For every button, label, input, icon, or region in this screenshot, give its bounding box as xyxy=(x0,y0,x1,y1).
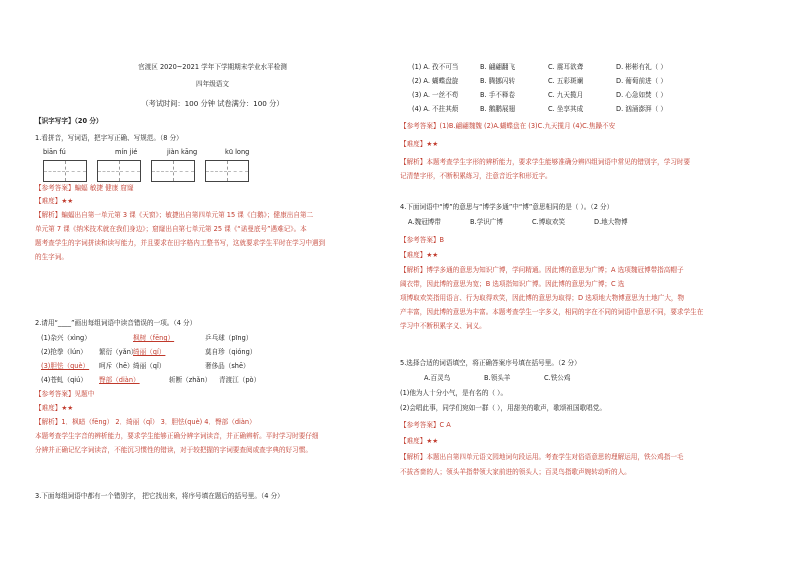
q4-option-c: C.博取欢笑 xyxy=(532,218,566,226)
q5-option-b: B.领头羊 xyxy=(484,374,511,382)
q5-analysis-1: 【解析】本题出自第四单元语文园地词句段运用。考查学生对俗语意思的理解运用，铁公鸡指一毛 xyxy=(400,453,684,461)
q3-option: D. 彬彬有礼（ ） xyxy=(616,63,667,71)
exam-info: （考试时间：100 分钟 试卷满分：100 分） xyxy=(141,99,284,108)
q1-pinyin-4: kū long xyxy=(225,148,250,156)
q5-answer: 【参考答案】C A xyxy=(400,421,451,429)
q3-option: (2) A. 蝴蝶盘旋 xyxy=(412,77,459,85)
exam-subtitle: 四年级语文 xyxy=(196,80,229,88)
q2-analysis-2: 分辨并正确记忆字词读音，不能沉习惯性的错读，对于较把握的字词要查阅或查字典的好习惯。 xyxy=(35,446,312,454)
q3-answer: 【参考答案】(1)B.翩翩魏魏 (2)A.蝴蝶盘在 (3)C.九天揽月 (4)C.焦躁不安 xyxy=(400,122,616,130)
writing-box xyxy=(43,160,87,182)
q3-option: D. 葡萄前进（ ） xyxy=(616,77,667,85)
q3-option: C. 九天揽月 xyxy=(548,91,584,99)
writing-grid xyxy=(43,160,249,182)
q2-row-2 xyxy=(41,348,295,357)
q2-analysis-1: 本题考查学生字音的辨析能力，要求学生能够正确分辨字词读音，并正确辨析。平时学习时要仔细 xyxy=(35,432,319,440)
q2-item: 枫树（fēng） xyxy=(133,334,175,342)
q1-pinyin-2: mín jié xyxy=(115,148,138,156)
q3-analysis-1: 【解析】本题考查学生字形的辨析能力，要求学生能够准确分辨四组词语中常见的错别字，学习时要 xyxy=(400,158,691,166)
q5-analysis-2: 不拔吝啬的人；领头羊指带领大家前进的领头人；百灵鸟指歌声婉转动听的人。 xyxy=(400,468,631,476)
q3-difficulty: 【难度】★★ xyxy=(400,140,439,148)
q4-difficulty: 【难度】★★ xyxy=(400,251,439,259)
q2-item: (2)抢拳（lún） xyxy=(41,348,87,356)
q2-item: 乒乓球（pīng） xyxy=(205,334,253,342)
q2-item: 绮丽（qǐ） xyxy=(133,362,166,370)
q2-answer: 【参考答案】见题中 xyxy=(35,390,95,398)
writing-box xyxy=(205,160,249,182)
writing-box xyxy=(97,160,141,182)
q2-item: (3)胆怯（què） xyxy=(41,362,90,370)
q2-difficulty: 【难度】★★ xyxy=(35,404,74,412)
q3-option: D. 汹涌澎湃（ ） xyxy=(616,105,667,113)
q2-item: 臀部（diàn） xyxy=(99,376,140,384)
q2-item: 绮丽（qí） xyxy=(133,348,166,356)
q5-difficulty: 【难度】★★ xyxy=(400,437,439,445)
q5-option-a: A.百灵鸟 xyxy=(424,374,451,382)
q2-item: (1)杂兴（xìng） xyxy=(41,334,91,342)
q3-option-row-1 xyxy=(412,63,706,72)
q4-stem: 4.下面词语中“博”的意思与“博学多通”中“博”意思相同的是（ ）。（2 分） xyxy=(400,203,614,211)
q4-analysis-3: 项博取欢笑指用语言、行为取得欢笑，因此博的意思为取得；D 选项地大物博意思为土地广大，物 xyxy=(400,294,685,302)
left-column xyxy=(35,0,390,562)
q5-option-c: C.铁公鸡 xyxy=(544,374,571,382)
q1-answer: 【参考答案】蝙蝠 敏捷 健康 窟窿 xyxy=(35,184,134,192)
q2-stem: 2.请用“____”画出每组词语中读音错误的一项。（4 分） xyxy=(35,319,197,327)
q2-item: 斩断（zhǎn） xyxy=(169,376,212,384)
q2-item: 繁衍（yǎn） xyxy=(99,348,138,356)
q2-item: 呵斥（hē） xyxy=(99,362,134,370)
q1-analysis-2: 单元第 7 课《纳米技术就在我们身边》；窟窿出自第七单元第 25 课《“诺曼底号”遇难记》。本 xyxy=(35,225,307,233)
q4-analysis-1: 【解析】博学多通的意思为知识广博，学问精通。因此博的意思为广博；A 选项魏冠博带指高帽子 xyxy=(400,266,684,274)
q1-difficulty: 【难度】★★ xyxy=(35,197,74,205)
q5-line-1: (1)他为人十分小气，是有名的（ ）。 xyxy=(400,389,508,397)
exam-title: 官渡区 2020~2021 学年下学期期末学业水平检测 xyxy=(138,63,287,71)
q1-pinyin-1: biān fú xyxy=(43,148,66,156)
q5-options xyxy=(424,374,604,383)
q4-analysis-5: 学习中不断积累字义、词义。 xyxy=(400,322,486,330)
q3-option: C. 五彩斑斓 xyxy=(548,77,584,85)
q3-option: D. 心急如焚（ ） xyxy=(616,91,667,99)
right-column xyxy=(400,0,770,562)
q3-option: B. 腾挪闪转 xyxy=(480,77,516,85)
q3-option: C. 坐享其成 xyxy=(548,105,584,113)
q3-option: B. 翩翩翻飞 xyxy=(480,63,516,71)
q2-row-4 xyxy=(41,376,289,385)
q3-option: C. 震耳欲聋 xyxy=(548,63,584,71)
q1-analysis-3: 题考查学生的字词拼读和读写能力，并且要求在田字格内工整书写，这就要求学生平时在学习中遇到 xyxy=(35,239,326,247)
q3-option: B. 手不释卷 xyxy=(480,91,516,99)
q2-row-3 xyxy=(41,362,295,371)
q4-answer: 【参考答案】B xyxy=(400,236,445,244)
q2-item: (4)苍虬（qiú） xyxy=(41,376,87,384)
q3-option: (4) A. 不拄其烦 xyxy=(412,105,459,113)
q3-option-row-3 xyxy=(412,91,706,100)
q1-stem: 1.看拼音，写词语，把字写正确、写规范。（8 分） xyxy=(35,134,183,142)
q2-item: 青渡江（pò） xyxy=(219,376,261,384)
q5-stem: 5.选择合适的词语填空，将正确答案序号填在括号里。（2 分） xyxy=(400,359,581,367)
q3-option-row-2 xyxy=(412,77,706,86)
q4-option-b: B.学识广博 xyxy=(470,218,503,226)
q2-row-1 xyxy=(41,334,295,343)
writing-box xyxy=(151,160,195,182)
q3-option: B. 鹅鹏展翅 xyxy=(480,105,516,113)
section-header: 【识字写字】（20 分） xyxy=(35,117,103,125)
q3-stem: 3.下面每组词语中都有一个错别字， 把它找出来，将序号填在题后的括号里。（4 分） xyxy=(35,492,284,500)
q4-option-a: A.魏冠博带 xyxy=(408,218,441,226)
q2-item: 莫自珍（qióng） xyxy=(205,348,257,356)
q1-pinyin-3: jiàn kāng xyxy=(167,148,198,156)
q2-explain-line: 【解析】1．枫暗（fēng） 2．绮丽（qǐ） 3．胆怯(què) 4．臀部（diàn） xyxy=(35,418,256,426)
q4-options xyxy=(408,218,656,227)
q4-option-d: D.地大物博 xyxy=(594,218,628,226)
q4-analysis-4: 产丰富，因此博的意思为丰富。本题考查学生一字多义，相同的字在不同的词语中意思不同，要求学生在 xyxy=(400,308,704,316)
q3-option: (3) A. 一丝不苟 xyxy=(412,91,459,99)
q2-item: 奢侈品（shē） xyxy=(205,362,250,370)
q5-line-2: (2)会唱此事，同学们宛如一群（ ），用甜美的歌声，歌颂祖国歌唱党。 xyxy=(400,404,606,412)
q3-analysis-2: 记清楚字形，不断积累练习，注意音近字和形近字。 xyxy=(400,172,552,180)
q1-analysis-4: 的生字词。 xyxy=(35,253,68,261)
q1-analysis-1: 【解析】蝙蝠出自第一单元第 3 课《天窗》；敏捷出自第四单元第 15 课《白鹅》；健康出自第二 xyxy=(35,211,314,219)
q3-option: (1) A. 孜不可当 xyxy=(412,63,459,71)
q4-analysis-2: 阔衣带，因此博的意思为宽；B 选项指知识广博。因此博的意思为广博；C 选 xyxy=(400,280,625,288)
q3-option-row-4 xyxy=(412,105,706,114)
